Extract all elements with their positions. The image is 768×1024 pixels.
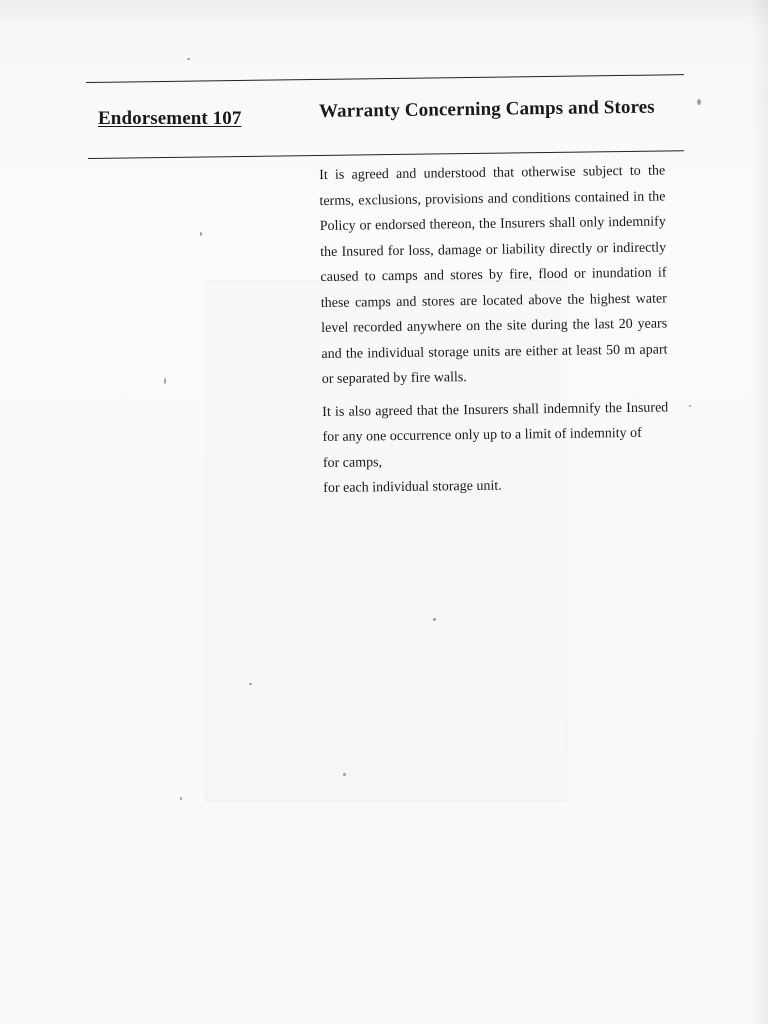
scan-speck bbox=[343, 773, 346, 776]
scan-speck bbox=[187, 58, 190, 60]
scan-speck bbox=[180, 797, 182, 800]
limit-storage-unit-line: for each individual storage unit. bbox=[323, 478, 502, 496]
header-bottom-rule bbox=[88, 150, 684, 159]
paragraph-conditions: It is agreed and understood that otherwise subject to the terms, exclusions, provisions and conditions contained in the Policy or endorsed thereon, the Insurers shall only indemnify the Insured for loss, damage or liability directly or indirectly caused to camps and stores by fire, flood or inundation if these camps and stores are located above the highest water level recorded anywhere on the site during the last 20 years and the individual storage units are either at least 50 m apart or separated by fire walls. bbox=[319, 163, 668, 387]
endorsement-number: Endorsement 107 bbox=[98, 108, 242, 129]
scan-speck bbox=[689, 405, 691, 407]
endorsement-body bbox=[319, 158, 669, 501]
scan-speck bbox=[697, 99, 701, 105]
scan-speck bbox=[200, 232, 202, 236]
scan-speck bbox=[433, 618, 436, 621]
endorsement-title: Warranty Concerning Camps and Stores bbox=[318, 96, 655, 122]
page-edge-shadow bbox=[750, 0, 768, 1024]
header-top-rule bbox=[86, 74, 684, 83]
scan-speck bbox=[249, 683, 252, 685]
limit-camps-line: for camps, bbox=[322, 454, 383, 471]
scan-speck bbox=[164, 378, 166, 384]
paragraph-limit: It is also agreed that the Insurers shall indemnify the Insured for any one occurrence only up to a limit of indemnity of bbox=[322, 399, 669, 445]
